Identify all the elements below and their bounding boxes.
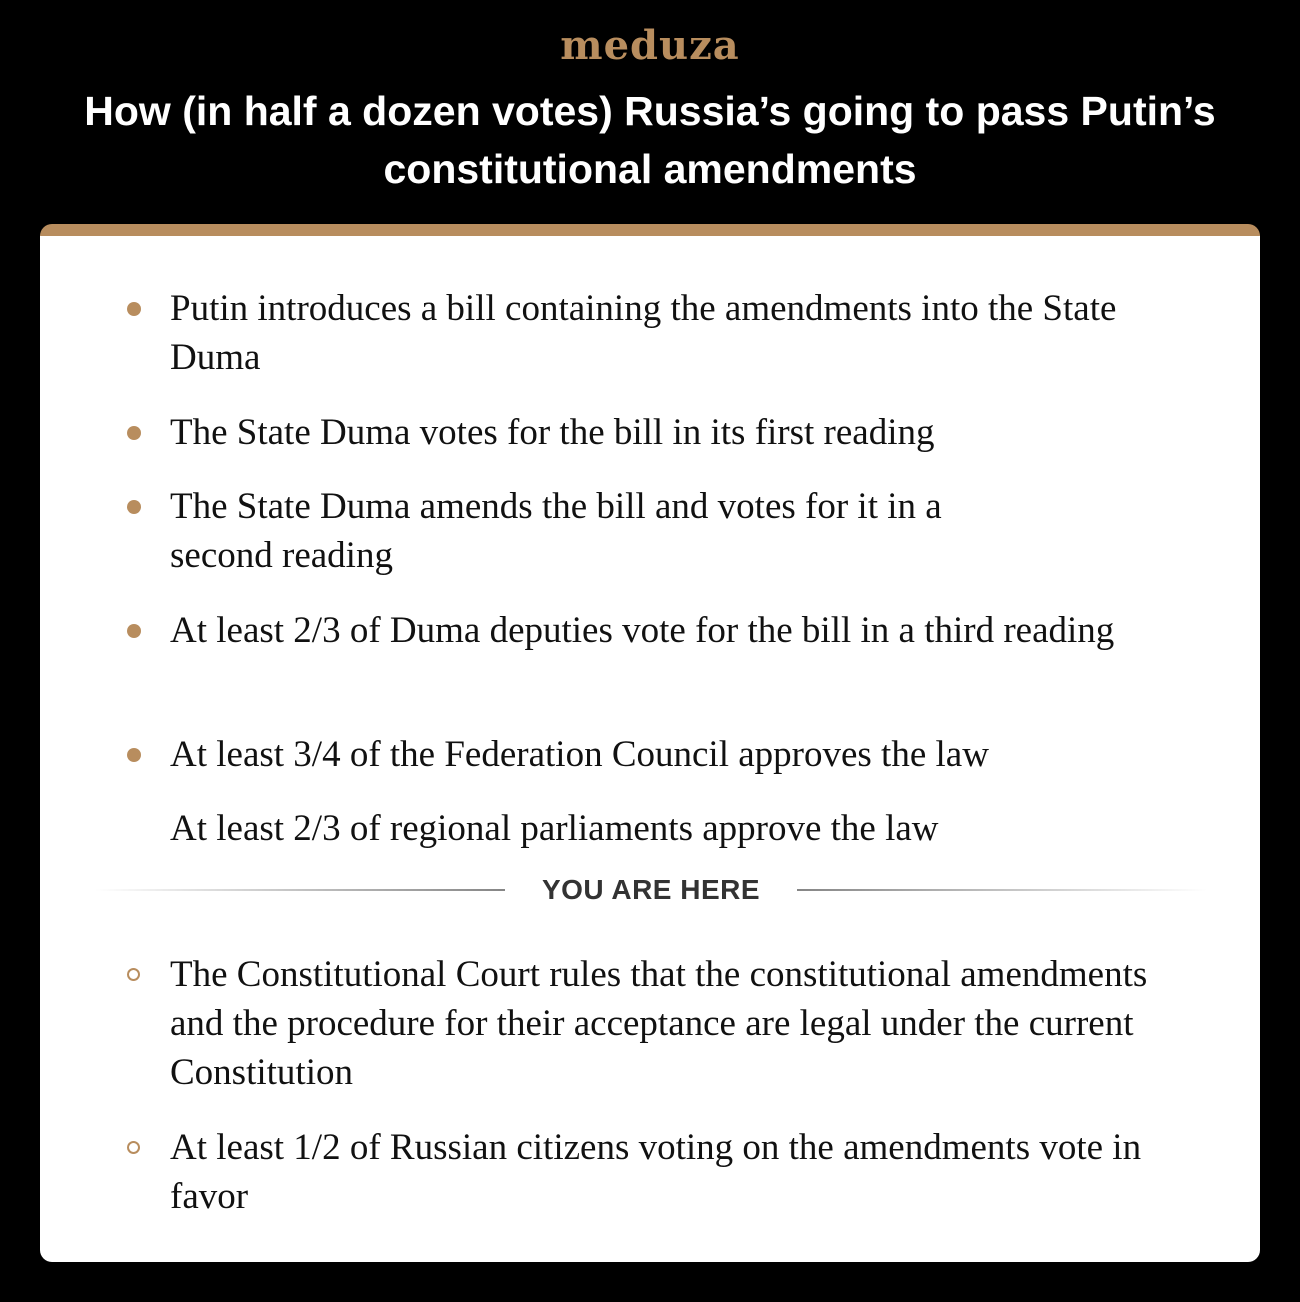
infographic-title: How (in half a dozen votes) Russia’s going to pass Putin’s constitutional amendments: [84, 88, 1216, 192]
step-text: Putin introduces a bill containing the amendments into the State Duma: [170, 288, 1117, 378]
hollow-bullet-icon: [127, 968, 140, 981]
steps-card: [40, 224, 1260, 1262]
step-text: At least 3/4 of the Federation Council approves the law: [170, 734, 989, 775]
filled-bullet-icon: [127, 624, 141, 638]
you-are-here-divider: [40, 874, 1260, 904]
step-text: The State Duma votes for the bill in its first reading: [170, 412, 935, 453]
meduza-logo: meduza: [560, 22, 740, 69]
list-item: [170, 606, 1150, 655]
filled-bullet-icon: [127, 748, 141, 762]
list-item: [170, 804, 1150, 853]
list-item: [170, 482, 970, 580]
hollow-bullet-icon: [127, 1141, 140, 1154]
you-are-here-label: YOU ARE HERE: [541, 874, 761, 905]
filled-bullet-icon: [127, 500, 141, 514]
list-item: [170, 284, 1150, 382]
step-text: At least 1/2 of Russian citizens voting on the amendments vote in favor: [170, 1127, 1142, 1217]
step-text: At least 2/3 of regional parliaments approve the law: [170, 808, 939, 849]
list-item: [170, 730, 1150, 779]
divider-line-right: [797, 889, 1207, 891]
divider-line-left: [95, 889, 505, 891]
step-text: The Constitutional Court rules that the constitutional amendments and the procedure for their acceptance are legal under the current Constitution: [170, 954, 1148, 1093]
step-text: The State Duma amends the bill and votes for it in a second reading: [170, 486, 942, 576]
filled-bullet-icon: [127, 302, 141, 316]
list-item: [170, 408, 1150, 457]
step-text: At least 2/3 of Duma deputies vote for the bill in a third reading: [170, 610, 1115, 651]
list-item: [170, 1123, 1150, 1221]
list-item: [170, 950, 1150, 1097]
filled-bullet-icon: [127, 426, 141, 440]
